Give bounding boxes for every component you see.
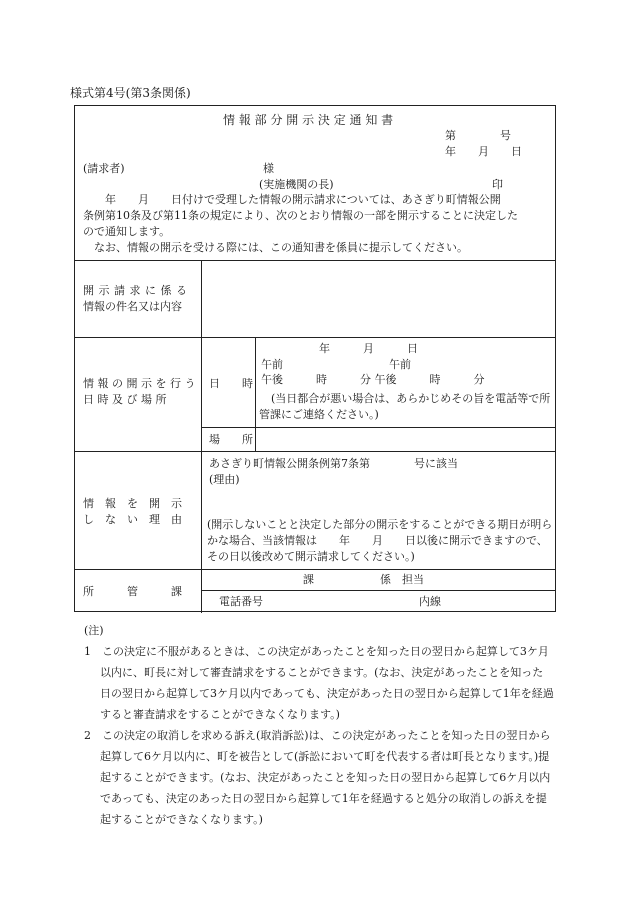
subject-label-line-1: 開 示 請 求 に 係 る bbox=[83, 284, 188, 297]
datetime-label: 日 時 bbox=[209, 377, 253, 390]
form-title: 情 報 部 分 開 示 決 定 通 知 書 bbox=[223, 113, 394, 127]
nondisclosure-reason-label: (理由) bbox=[209, 473, 240, 486]
body-line-3: ので通知します。 bbox=[83, 225, 171, 238]
dept-line: 課 係 担当 bbox=[303, 573, 424, 586]
datetime-am-2: 午前 bbox=[389, 358, 411, 371]
datetime-place-label-line-1: 情 報 の 開 示 を 行 う bbox=[83, 377, 196, 390]
sama-label: 様 bbox=[263, 162, 274, 175]
divider-row2 bbox=[75, 451, 555, 452]
requester-label: (請求者) bbox=[83, 162, 125, 175]
extension-label: 内線 bbox=[419, 595, 441, 608]
body-line-1: 年 月 日付けで受理した情報の開示請求については、あさぎり町情報公開 bbox=[83, 193, 501, 206]
datetime-am-1: 午前 bbox=[261, 358, 283, 371]
date-line: 年 月 日 bbox=[445, 145, 522, 158]
subject-label-line-2: 情報の件名又は内容 bbox=[83, 300, 182, 313]
datetime-pm-line: 午後 時 分 午後 時 分 bbox=[261, 373, 485, 386]
divider-dept bbox=[201, 590, 555, 591]
notes-section bbox=[84, 620, 554, 830]
subject-value-cell[interactable] bbox=[202, 261, 555, 336]
number-line: 第 号 bbox=[445, 129, 511, 142]
agency-label: (実施機関の長) bbox=[259, 178, 334, 191]
form-id-label: 様式第4号(第3条関係) bbox=[70, 86, 191, 100]
body-line-2: 条例第10条及び第11条の規定により、次のとおり情報の一部を開示することに決定した bbox=[83, 209, 518, 222]
divider-row3 bbox=[75, 569, 555, 570]
form-frame bbox=[74, 105, 556, 612]
place-label: 場 所 bbox=[209, 433, 253, 446]
note-item-2: 2 この決定の取消しを求める訴え(取消訴訟)は、この決定があったことを知った日の翌日から起算して6ケ月以内に、町を被告として(訴訟において町を代表する者は町長となります。)提起することができます。(なお、決定があったことを知った日の翌日から起算して6ケ月以内であっても、決定のあった日の翌日から起算して1年を経過すると処分の取消しの訴えを提起することができなくなります。) bbox=[84, 729, 551, 826]
notes-header: (注) bbox=[84, 624, 104, 637]
datetime-note: (当日都合が悪い場合は、あらかじめその旨を電話等で所管課にご連絡ください。) bbox=[259, 392, 551, 421]
dept-label: 所 管 課 bbox=[83, 585, 182, 598]
nondisclosure-article-line: あさぎり町情報公開条例第7条第 号に該当 bbox=[209, 457, 458, 470]
datetime-date: 年 月 日 bbox=[319, 342, 418, 355]
note-item-1: 1 この決定に不服があるときは、この決定があったことを知った日の翌日から起算して3ケ月以内に、町長に対して審査請求をすることができます。(なお、決定があったことを知った日の翌日から起算して3ケ月以内であっても、決定があった日の翌日から起算して1年を経過すると審査請求をすることができなくなります。) bbox=[84, 645, 554, 721]
place-value-cell[interactable] bbox=[256, 428, 555, 450]
body-line-4: なお、情報の開示を受ける際には、この通知書を係員に提示してください。 bbox=[83, 241, 468, 254]
nondisclosure-label-line-1: 情 報 を 開 示 bbox=[83, 497, 182, 510]
phone-label: 電話番号 bbox=[219, 595, 263, 608]
nondisclosure-note: (開示しないことと決定した部分の開示をすることができる期日が明らかな場合、当該情報は 年 月 日以後に開示できますので、その日以後改めて開示請求してください。) bbox=[207, 518, 553, 563]
nondisclosure-label-line-2: し な い 理 由 bbox=[83, 513, 182, 526]
divider-row1 bbox=[75, 337, 555, 338]
datetime-place-label-line-2: 日 時 及 び 場 所 bbox=[83, 393, 167, 406]
seal-mark: 印 bbox=[492, 178, 503, 191]
